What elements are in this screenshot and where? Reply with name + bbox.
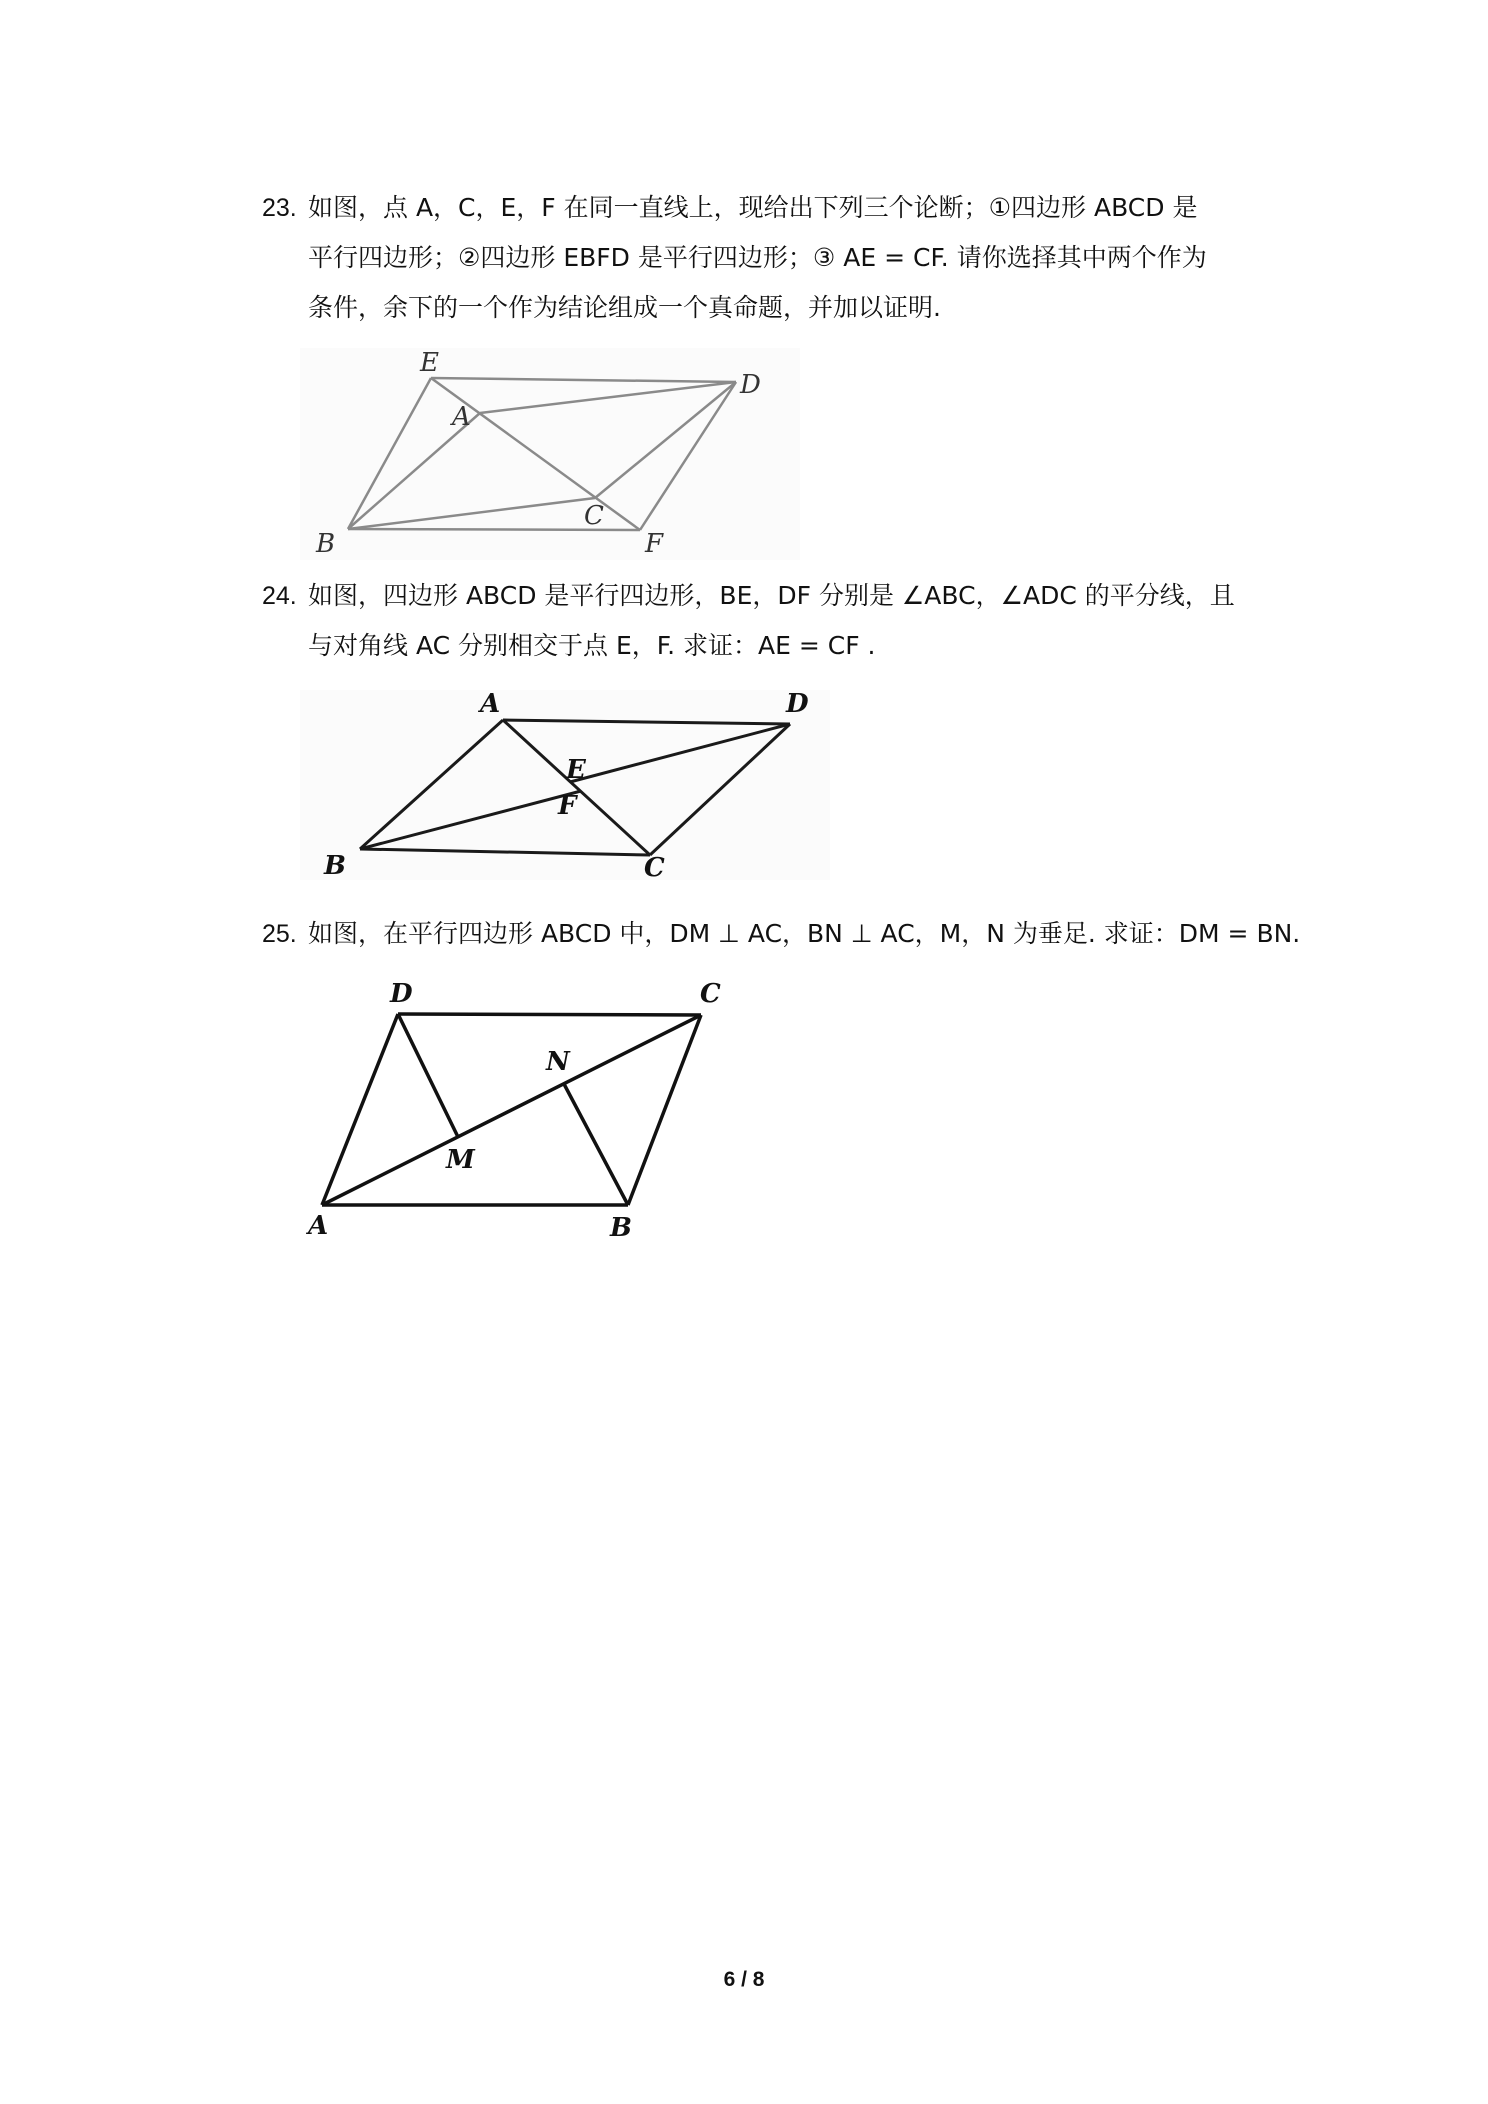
- figure-q23: [300, 348, 800, 560]
- question-number: 25.: [262, 920, 297, 948]
- label-A: A: [308, 1211, 329, 1241]
- figure-q24: [300, 690, 830, 880]
- label-B: B: [324, 851, 346, 880]
- label-F: F: [558, 791, 577, 821]
- label-B: B: [610, 1213, 632, 1243]
- label-D: D: [390, 980, 413, 1009]
- page-number: 6 / 8: [723, 1968, 765, 1991]
- question-text-line-1: 如图，在平行四边形 ABCD 中，DM ⊥ AC，BN ⊥ AC，M，N 为垂足. 求证：DM = BN.: [308, 919, 1301, 948]
- question-text-line-1: 如图，点 A，C，E，F 在同一直线上，现给出下列三个论断；①四边形 ABCD 是: [308, 193, 1198, 222]
- label-A: A: [480, 690, 501, 719]
- label-E: E: [420, 348, 439, 378]
- figure-q25: [300, 980, 740, 1250]
- question-number: 24.: [262, 582, 297, 610]
- label-C: C: [700, 980, 721, 1009]
- question-number: 23.: [262, 194, 297, 222]
- label-D: D: [786, 690, 809, 719]
- question-text-line-1: 如图，四边形 ABCD 是平行四边形，BE，DF 分别是 ∠ABC，∠ADC 的平分线，且: [308, 581, 1235, 610]
- label-C: C: [644, 853, 665, 880]
- label-E: E: [566, 755, 586, 785]
- label-B: B: [316, 529, 336, 559]
- label-N: N: [546, 1047, 570, 1077]
- label-C: C: [584, 501, 604, 531]
- label-A: A: [452, 402, 471, 432]
- label-D: D: [740, 370, 761, 400]
- question-text-line-3: 条件，余下的一个作为结论组成一个真命题，并加以证明.: [308, 293, 941, 322]
- question-text-line-2: 平行四边形；②四边形 EBFD 是平行四边形；③ AE = CF. 请你选择其中两个作为: [308, 243, 1207, 272]
- question-text-line-2: 与对角线 AC 分别相交于点 E，F. 求证：AE = CF .: [308, 631, 876, 660]
- label-M: M: [446, 1145, 475, 1175]
- label-F: F: [645, 529, 664, 559]
